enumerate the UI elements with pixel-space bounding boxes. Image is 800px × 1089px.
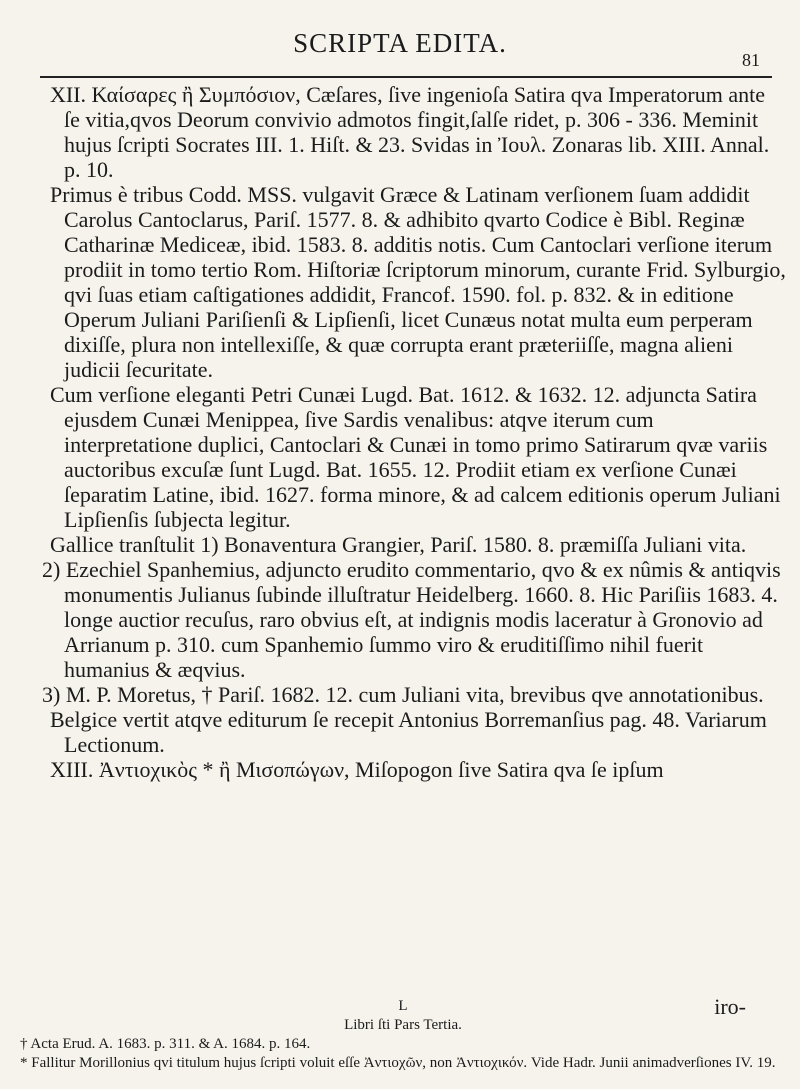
page-foot: [20, 994, 786, 1073]
item-spanhemius: 2) Ezechiel Spanhemius, adjuncto erudito commentario, qvo & ex nûmis & antiqvis monumentis Julianus ſubinde illuſtratur Heidelberg. 1660. 8. Hic Pariſiis 1683. 4. longe auctior recuſus, raro obvius eſt, at indignis modis laceratur à Gronovio ad Arrianum p. 310. cum Spanhemio ſummo viro & eruditiſſimo nihil fuerit humanius & æqvius.: [42, 557, 781, 682]
page-number: 81: [742, 50, 760, 70]
paragraph-cunaeus: Cum verſione eleganti Petri Cunæi Lugd. Bat. 1612. & 1632. 12. adjuncta Satira ejusdem Cunæi Menippea, ſive Sardis venalibus: atqve iterum cum interpretatione duplici, Cantoclari & Cunæi in tomo primo Satirarum qvæ variis auctoribus excuſæ ſunt Lugd. Bat. 1655. 12. Prodiit etiam ex verſione Cunæi ſeparatim Latine, ibid. 1627. forma minore, & ad calcem editionis operum Juliani Lipſienſis ſubjecta legitur.: [50, 382, 781, 532]
page-header: [40, 6, 760, 76]
signature-line: Libri ſti Pars Tertia.: [344, 1017, 462, 1033]
running-title: SCRIPTA EDITA.: [293, 28, 507, 58]
catchword: iro-: [714, 994, 746, 1019]
paragraph-gallice: Gallice tranſtulit 1) Bonaventura Grangier, Pariſ. 1580. 8. præmiſſa Juliani vita.: [50, 532, 747, 557]
paragraph-belgice: Belgice vertit atqve editurum ſe recepit Antonius Borremanſius pag. 48. Variarum Lectionum.: [50, 707, 767, 757]
signature-letter: L: [398, 998, 408, 1014]
signature-row: [20, 994, 786, 1019]
entry-xii: XII. Καίσαρες ἢ Συμπόσιον, Cæſares, ſive ingenioſa Satira qva Imperatorum ante ſe vitia,qvos Deorum convivio admotos fingit,ſalſe ridet, p. 306 - 336. Meminit hujus ſcripti Socrates III. 1. Hiſt. & 23. Svidas in Ἰουλ. Zonaras lib. XIII. Annal. p. 10.: [50, 82, 770, 182]
item-moretus: 3) M. P. Moretus, † Pariſ. 1682. 12. cum Juliani vita, brevibus qve annotationibus.: [42, 682, 764, 707]
main-text: [20, 82, 786, 782]
footnote-dagger: † Acta Erud. A. 1683. p. 311. & A. 1684. p. 164.: [20, 1036, 311, 1052]
header-rule: [40, 76, 772, 78]
entry-xiii: XIII. Ἀντιοχικὸς * ἢ Μισοπώγων, Miſopogon ſive Satira qva ſe ipſum: [50, 757, 664, 782]
paragraph-editions: Primus è tribus Codd. MSS. vulgavit Græce & Latinam verſionem ſuam addidit Carolus Cantoclarus, Pariſ. 1577. 8. & adhibito qvarto Codice è Bibl. Reginæ Catharinæ Mediceæ, ibid. 1583. 8. additis notis. Cum Cantoclari verſione iterum prodiit in tomo tertio Rom. Hiſtoriæ ſcriptorum minorum, curante Frid. Sylburgio, qvi ſuas etiam caſtigationes addidit, Francof. 1590. fol. p. 832. & in editione Operum Juliani Pariſienſi & Lipſienſi, licet Cunæus notat multa eum perperam dixiſſe, plura non intellexiſſe, & quæ corrupta erant præteriiſſe, magna alieni judicii ſecuritate.: [50, 182, 786, 382]
footnote-asterisk: * Fallitur Morillonius qvi titulum hujus ſcripti voluit eſſe Ἀντιοχῶν, non Ἀντιοχικόν. Vide Hadr. Junii animadverſiones IV. 19.: [20, 1055, 776, 1071]
